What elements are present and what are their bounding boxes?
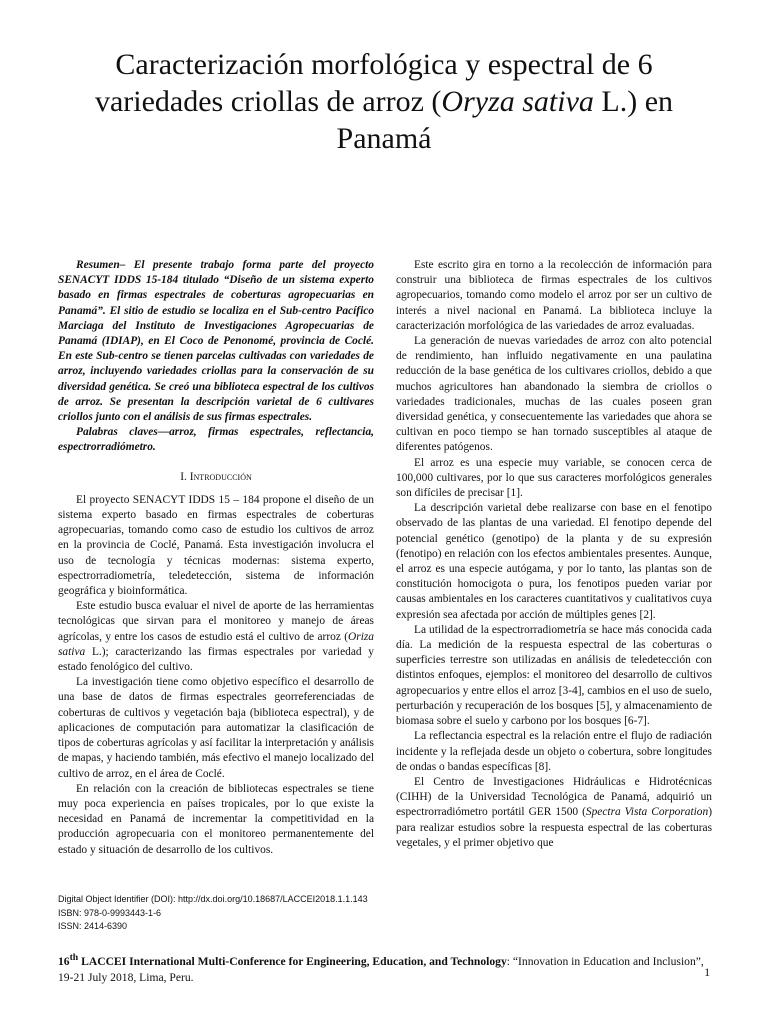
footer-conference-name: LACCEI International Multi-Conference for Engineering, Education, and Technology <box>78 954 507 968</box>
title-species-italic: Oryza sativa <box>441 85 594 118</box>
keywords: Palabras claves—arroz, firmas espectrales, reflectancia, espectrorradiómetro. <box>58 426 374 454</box>
intro-paragraph-4: En relación con la creación de bibliotecas espectrales se tiene muy poca experiencia en países tropicales, por lo que existe la necesidad en Panamá de incrementar la competitividad en la producción agropecuaria con el monitoreo permanentemente del estado y situación de desarrollo de los cultivos. <box>58 782 374 856</box>
title-line-2-prefix: variedades criollas de arroz ( <box>94 85 442 118</box>
intro-p2-post: L.); caracterizando las firmas espectrales por variedad y estado fenológico del cultivo. <box>58 645 374 674</box>
intro-paragraph-3: La investigación tiene como objetivo específico el desarrollo de una base de datos de firmas espectrales georreferenciadas de coberturas de cultivos y vegetación baja (biblioteca espectral), y de aplicaciones de computación para automatizar la clasificación de tipos de coberturas agrícolas y así facilitar la interpretación y análisis de mapas, y haciendo también, más efectivo el manejo localizado del cultivo de arroz, en el área de Coclé. <box>58 676 374 780</box>
publication-metadata <box>58 893 388 934</box>
title-line-2-suffix: L.) en <box>593 85 674 118</box>
issn-line: ISSN: 2414-6390 <box>58 921 128 932</box>
right-paragraph-2: La generación de nuevas variedades de arroz con alto potencial de rendimiento, han influido negativamente en una paulatina reducción de la base genética de los cultivares criollos, debido a que muchos agricultores han abandonado la siembra de criollos o variedades tradicionales, muchas de las cuales poseen gran diversidad genética, y consecuentemente las variedades que ahora se cultivan en poco tiempo se han tornado susceptibles al ataque de diferentes patógenos. <box>396 335 712 454</box>
right-paragraph-7 <box>396 775 712 851</box>
doi-line: Digital Object Identifier (DOI): http://dx.doi.org/10.18687/LACCEI2018.1.1.143 <box>58 894 368 904</box>
intro-p2-italic: Oriza sativa <box>58 630 374 658</box>
conference-footer <box>58 950 708 986</box>
footer-ordinal-suffix: th <box>69 952 79 963</box>
abstract-lead: Resumen– <box>76 259 126 271</box>
right-paragraph-5: La utilidad de la espectrorradiometría se hace más conocida cada día. La medición de la respuesta espectral de las coberturas o superficies terrestre son utilizadas en análisis de teledetección con distintos enfoques, ejemplos: el monitoreo del desarrollo de cultivos agropecuarios y entre ellos el arroz [3-4], cambios en el uso de suelo, perturbación y recuperación de los bosques [5], y almacenamiento de biomasa sobre el suelo y carbono por los bosques [6-7]. <box>396 623 712 728</box>
section-first-letter: I <box>189 470 194 483</box>
abstract <box>58 258 374 425</box>
right-p7-pre: El Centro de Investigaciones Hidráulicas e Hidrotécnicas (CIHH) de la Universidad Tecnológica de Panamá, adquirió un espectrorradiómetro portátil GER 1500 ( <box>396 775 712 819</box>
right-paragraph-6: La reflectancia espectral es la relación entre el flujo de radiación incidente y la reflejada desde un objeto o cobertura, sobre longitudes de ondas o bandas específicas [8]. <box>396 730 712 773</box>
right-paragraph-1: Este escrito gira en torno a la recolección de información para construir una biblioteca de firmas espectrales de los cultivos agropecuarios, tomando como modelo el arroz por ser un cultivo de interés a nivel nacional en Panamá. La biblioteca incluye la caracterización morfológica de las variedades de arroz evaluadas. <box>396 259 712 332</box>
page-number: 1 <box>704 966 710 979</box>
right-paragraph-4: La descripción varietal debe realizarse con base en el fenotipo observado de las plantas de una variedad. El fenotipo depende del potencial genético (genotipo) de la planta y de su expresión (fenotipo) en relación con los efectos ambientales presentes. Aunque, el arroz es una especie autógama, y por lo tanto, las plantas son de constitución homocigota o pura, los fenotipos pueden variar por causas ambientales en los caracteres cuantitativos y cualitativos cuya expresión sea afectada por acción de múltiples genes [2]. <box>396 502 712 621</box>
section-title-rest: ntroducción <box>193 470 252 483</box>
section-numeral: I. <box>180 470 187 483</box>
right-column <box>396 258 712 851</box>
isbn-line: ISBN: 978-0-9993443-1-6 <box>58 907 162 918</box>
right-paragraph-3: El arroz es una especie muy variable, se conocen cerca de 100,000 cultivares, por lo que sus caracteres morfológicos generales son difíciles de precisar [1]. <box>396 456 712 500</box>
paper-title <box>60 46 708 157</box>
left-column <box>58 258 374 858</box>
intro-p2-pre: Este estudio busca evaluar el nivel de aporte de las herramientas tecnológicas que sirvan para el monitoreo y manejo de áreas agrícolas, y entre los casos de estudio está el cultivo de arroz ( <box>58 600 374 643</box>
footer-ordinal: 16 <box>58 954 70 968</box>
right-p7-post: ) para realizar estudios sobre la respuesta espectral de las coberturas vegetales, y el primer objetivo que <box>396 806 712 849</box>
intro-paragraph-1: El proyecto SENACYT IDDS 15 – 184 propone el diseño de un sistema experto basado en firmas espectrales de coberturas agropecuarias, tomando como caso de estudio los cultivos de arroz en la provincia de Coclé, Panamá. Esta investigación involucra el uso de tecnología y técnicas modernas: sistema experto, espectrorradiometría, teledetección, sistema de información geográfica y bioinformática. <box>58 493 374 598</box>
title-line-1: Caracterización morfológica y espectral de 6 <box>115 48 653 81</box>
title-line-3: Panamá <box>336 122 432 155</box>
intro-paragraph-2 <box>58 599 374 675</box>
right-p7-italic: Spectra Vista Corporation <box>585 806 709 819</box>
section-heading-introduccion <box>58 470 374 485</box>
abstract-text: El presente trabajo forma parte del proyecto SENACYT IDDS 15-184 titulado “Diseño de un sistema experto basado en firmas espectrales de coberturas agropecuarias en Panamá”. El sitio de estudio se localiza en el Sub-centro Pacífico Marciaga del Instituto de Investigaciones Agropecuarias de Panamá (IDIAP), en El Coco de Penonomé, provincia de Coclé. En este Sub-centro se tienen parcelas cultivadas con variedades de arroz, incluyendo variedades criollas para la conservación de su diversidad genética. Se creó una biblioteca espectral de los cultivos de arroz. Se presentan la descripción varietal de 6 cultivares criollos junto con el análisis de sus firmas espectrales. <box>58 259 374 424</box>
footer-theme: : “Innovation in Education and Inclusion”, 19-21 July 2018, Lima, Peru. <box>58 954 704 984</box>
